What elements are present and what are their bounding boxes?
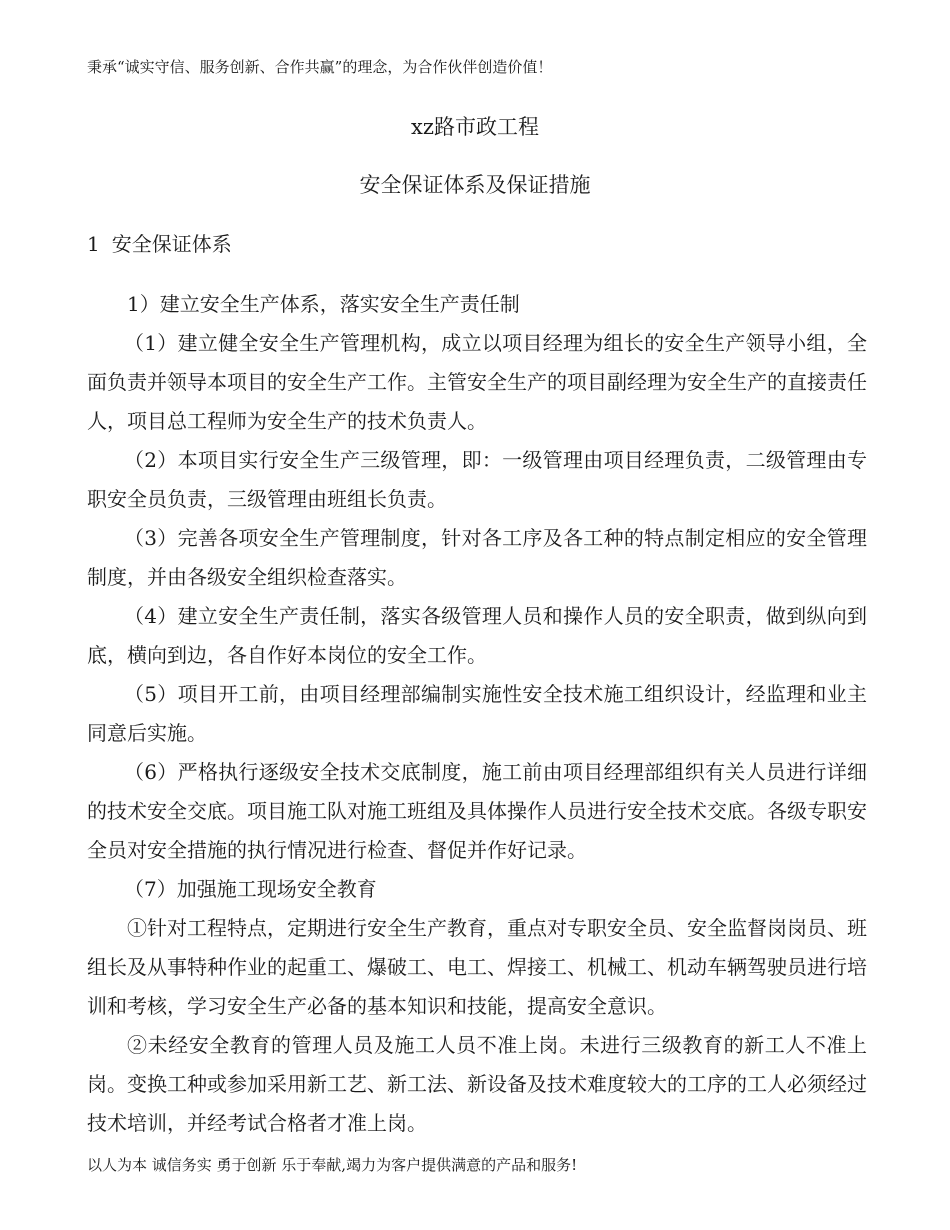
paragraph: 1）建立安全生产体系，落实安全生产责任制 xyxy=(127,292,520,316)
document-subtitle: 安全保证体系及保证措施 xyxy=(359,173,591,197)
document-title: xz路市政工程 xyxy=(411,115,539,139)
page-footer-slogan: 以人为本 诚信务实 勇于创新 乐于奉献,竭力为客户提供满意的产品和服务! xyxy=(87,1156,578,1174)
paragraph: （1）建立健全安全生产管理机构，成立以项目经理为组长的安全生产领导小组，全面负责并领导本项目的安全生产工作。主管安全生产的项目副经理为安全生产的直接责任人，项目总工程师为安全生产的技术负责人。 xyxy=(87,331,867,433)
section-number: 1 xyxy=(87,232,100,256)
page-header-motto: 秉承“诚实守信、服务创新、合作共赢”的理念，为合作伙伴创造价值！ xyxy=(87,58,553,76)
paragraph: ②未经安全教育的管理人员及施工人员不准上岗。未进行三级教育的新工人不准上岗。变换工种或参加采用新工艺、新工法、新设备及技术难度较大的工序的工人必须经过技术培训，并经考试合格者才准上岗。 xyxy=(87,1033,867,1135)
paragraph: （4）建立安全生产责任制，落实各级管理人员和操作人员的安全职责，做到纵向到底，横向到边，各自作好本岗位的安全工作。 xyxy=(87,604,867,667)
paragraph: （5）项目开工前，由项目经理部编制实施性安全技术施工组织设计，经监理和业主同意后实施。 xyxy=(87,682,867,745)
document-body xyxy=(87,285,867,1143)
section-title: 安全保证体系 xyxy=(111,232,232,256)
section-heading xyxy=(87,230,232,258)
paragraph: ①针对工程特点，定期进行安全生产教育，重点对专职安全员、安全监督岗岗员、班组长及从事特种作业的起重工、爆破工、电工、焊接工、机械工、机动车辆驾驶员进行培训和考核，学习安全生产必备的基本知识和技能，提高安全意识。 xyxy=(87,916,867,1018)
paragraph: （7）加强施工现场安全教育 xyxy=(124,877,377,901)
paragraph: （6）严格执行逐级安全技术交底制度，施工前由项目经理部组织有关人员进行详细的技术安全交底。项目施工队对施工班组及具体操作人员进行安全技术交底。各级专职安全员对安全措施的执行情况进行检查、督促并作好记录。 xyxy=(87,760,867,862)
paragraph: （3）完善各项安全生产管理制度，针对各工序及各工种的特点制定相应的安全管理制度，并由各级安全组织检查落实。 xyxy=(87,526,867,589)
paragraph: （2）本项目实行安全生产三级管理，即：一级管理由项目经理负责，二级管理由专职安全员负责，三级管理由班组长负责。 xyxy=(87,448,867,511)
